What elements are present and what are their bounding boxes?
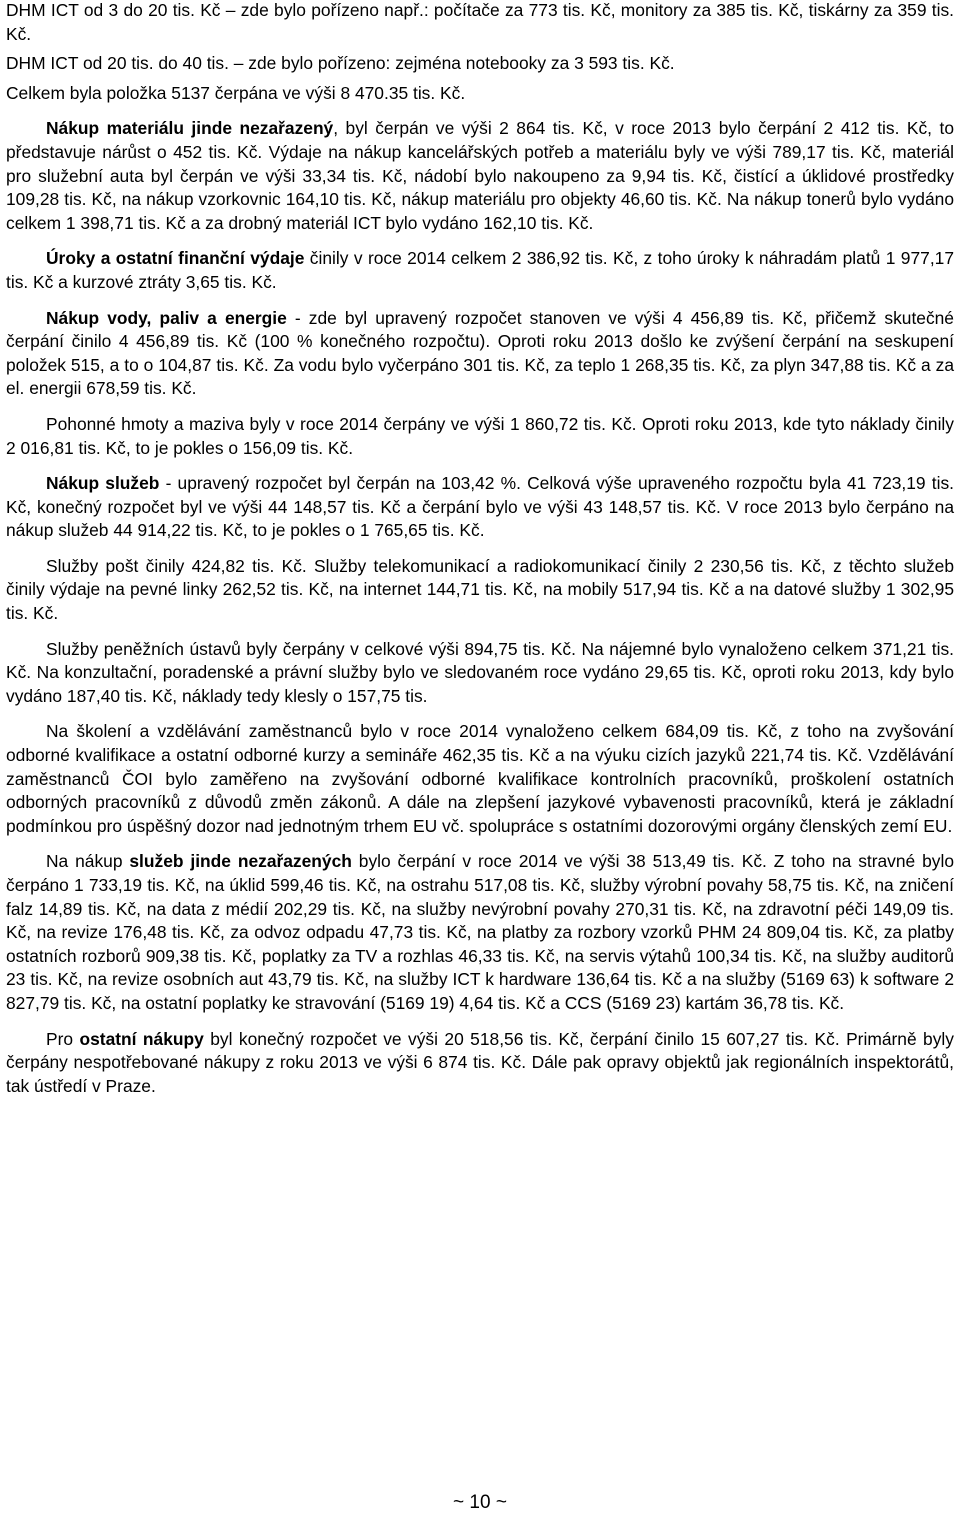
- paragraph-nakup-sluzeb: [6, 472, 954, 543]
- paragraph-voda-paliva-energie: [6, 307, 954, 401]
- text-run: , byl čerpán ve výši 2 864 tis. Kč, v roce 2013 bylo čerpání 2 412 tis. Kč, to představuje nárůst o 452 tis. Kč. Výdaje na nákup kancelářských potřeb a materiálu byly ve výši 789,17 tis. Kč, materiál pro služební auta byl čerpán ve výši 33,34 tis. Kč, nádobí bylo nakoupeno za 9,94 tis. Kč, čistící a úklidové prostředky 109,28 tis. Kč, na nákup vzorkovnic 164,10 tis. Kč, nákup materiálu pro objekty 46,60 tis. Kč. Na nákup tonerů bylo vydáno celkem 1 398,71 tis. Kč a za drobný materiál ICT bylo vydáno 162,10 tis. Kč.: [6, 118, 954, 233]
- text-run: Pohonné hmoty a maziva byly v roce 2014 čerpány ve výši 1 860,72 tis. Kč. Oproti roku 2013, kde tyto náklady činily 2 016,81 tis. Kč, to je pokles o 156,09 tis. Kč.: [6, 413, 954, 458]
- paragraph-dhm-ict-3-20: [6, 0, 954, 46]
- text-run: Na školení a vzdělávání zaměstnanců bylo v roce 2014 vynaloženo celkem 684,09 tis. Kč, z toho na zvyšování odborné kvalifikace a ostatní odborné kurzy a semináře 462,35 tis. Kč a na výuku cizích jazyků 221,74 tis. Kč. Vzdělávání zaměstnanců ČOI bylo zaměřeno na zvyšování odborné kvalifikace kontrolních pracovníků, proškolení ostatních odborných pracovníků z důvodů změn zákonů. A dále na zlepšení jazykové vybavenosti pracovníků, která je základní podmínkou pro úspěšný dozor nad jednotným trhem EU vč. spolupráce s ostatními dozorovými orgány členských zemí EU.: [6, 721, 954, 836]
- paragraph-sluzby-jinde-nezarazene: [6, 850, 954, 1015]
- paragraph-pohonne-hmoty: [6, 413, 954, 460]
- text-run: DHM ICT od 3 do 20 tis. Kč – zde bylo pořízeno např.: počítače za 773 tis. Kč, monitory za 385 tis. Kč, tiskárny za 359 tis. Kč.: [6, 0, 954, 44]
- text-run: činily v roce 2014 celkem 2 386,92 tis. Kč, z toho úroky k náhradám platů 1 977,17 tis. Kč a kurzové ztráty 3,65 tis. Kč.: [6, 248, 955, 292]
- bold-heading-run: služeb jinde nezařazených: [129, 851, 352, 872]
- document-body: [6, 0, 954, 1098]
- text-run: Služby peněžních ústavů byly čerpány v celkové výši 894,75 tis. Kč. Na nájemné bylo vynaloženo celkem 371,21 tis. Kč. Na konzultační, poradenské a právní služby bylo ve sledovaném roce vydáno 29,65 tis. Kč, oproti roku 2013, kdy bylo vydáno 187,40 tis. Kč, náklady tedy klesly o 157,75 tis.: [6, 638, 954, 706]
- paragraph-celkem-5137: [6, 82, 954, 106]
- text-run: Na nákup: [46, 851, 130, 872]
- paragraph-skoleni: [6, 720, 954, 838]
- bold-heading-run: ostatní nákupy: [79, 1028, 204, 1049]
- paragraph-penezni-ustavy: [6, 638, 954, 709]
- text-run: DHM ICT od 20 tis. do 40 tis. – zde bylo pořízeno: zejména notebooky za 3 593 tis. Kč.: [6, 53, 675, 74]
- bold-heading-run: Nákup služeb: [46, 473, 160, 494]
- bold-heading-run: Nákup vody, paliv a energie: [46, 307, 287, 328]
- paragraph-sluzby-post: [6, 555, 954, 626]
- bold-heading-run: Nákup materiálu jinde nezařazený: [46, 118, 334, 139]
- text-run: bylo čerpání v roce 2014 ve výši 38 513,49 tis. Kč. Z toho na stravné bylo čerpáno 1 733,19 tis. Kč, na úklid 599,46 tis. Kč, na ostrahu 517,08 tis. Kč, služby výrobní povahy 58,75 tis. Kč, na zničení falz 14,89 tis. Kč, na data z médií 202,29 tis. Kč, na služby nevýrobní povahy 270,31 tis. Kč, na zdravotní péči 149,09 tis. Kč, na revize 176,48 tis. Kč, za odvoz odpadu 47,73 tis. Kč, na platby za rozbory vzorků PHM 24 809,04 tis. Kč, za platby ostatních rozborů 909,38 tis. Kč, poplatky za TV a rozhlas 46,33 tis. Kč, na servis výtahů 100,34 tis. Kč, na služby auditorů 23 tis. Kč, na revize osobních aut 43,79 tis. Kč, na služby ICT k hardware 136,64 tis. Kč a na služby (5169 63) k software 2 827,79 tis. Kč, na ostatní poplatky ke stravování (5169 19) 4,64 tis. Kč a CCS (5169 23) kartám 36,78 tis. Kč.: [6, 851, 955, 1013]
- paragraph-nakup-materialu: [6, 117, 954, 235]
- text-run: Pro: [46, 1028, 80, 1049]
- paragraph-dhm-ict-20-40: [6, 52, 954, 76]
- text-run: Služby pošt činily 424,82 tis. Kč. Služby telekomunikací a radiokomunikací činily 2 230,56 tis. Kč, z těchto služeb činily výdaje na pevné linky 262,52 tis. Kč, na internet 144,71 tis. Kč, na mobily 517,94 tis. Kč a na datové služby 1 302,95 tis. Kč.: [6, 555, 954, 624]
- text-run: byl konečný rozpočet ve výši 20 518,56 tis. Kč, čerpání činilo 15 607,27 tis. Kč. Primárně byly čerpány nespotřebované nákupy z roku 2013 ve výši 6 874 tis. Kč. Dále pak opravy objektů jak regionálních inspektorátů, tak ústředí v Praze.: [6, 1028, 954, 1096]
- paragraph-uroky: [6, 247, 954, 294]
- text-run: Celkem byla položka 5137 čerpána ve výši 8 470.35 tis. Kč.: [6, 82, 466, 103]
- page-number: ~ 10 ~: [453, 1492, 507, 1513]
- text-run: - zde byl upravený rozpočet stanoven ve výši 4 456,89 tis. Kč, přičemž skutečné čerpání činilo 4 456,89 tis. Kč (100 % konečného rozpočtu). Oproti roku 2013 došlo ke zvýšení čerpání na seskupení položek 515, a to o 104,87 tis. Kč. Za vodu bylo vyčerpáno 301 tis. Kč, za teplo 1 268,35 tis. Kč, za plyn 347,88 tis. Kč a za el. energii 678,59 tis. Kč.: [6, 307, 954, 399]
- bold-heading-run: Úroky a ostatní finanční výdaje: [46, 248, 305, 269]
- text-run: - upravený rozpočet byl čerpán na 103,42 %. Celková výše upraveného rozpočtu byla 41 723,19 tis. Kč, konečný rozpočet byl ve výši 44 148,57 tis. Kč a čerpání bylo ve výši 43 148,57 tis. Kč. V roce 2013 bylo čerpáno na nákup služeb 44 914,22 tis. Kč, to je pokles o 1 765,65 tis. Kč.: [6, 473, 954, 541]
- paragraph-ostatni-nakupy: [6, 1028, 954, 1099]
